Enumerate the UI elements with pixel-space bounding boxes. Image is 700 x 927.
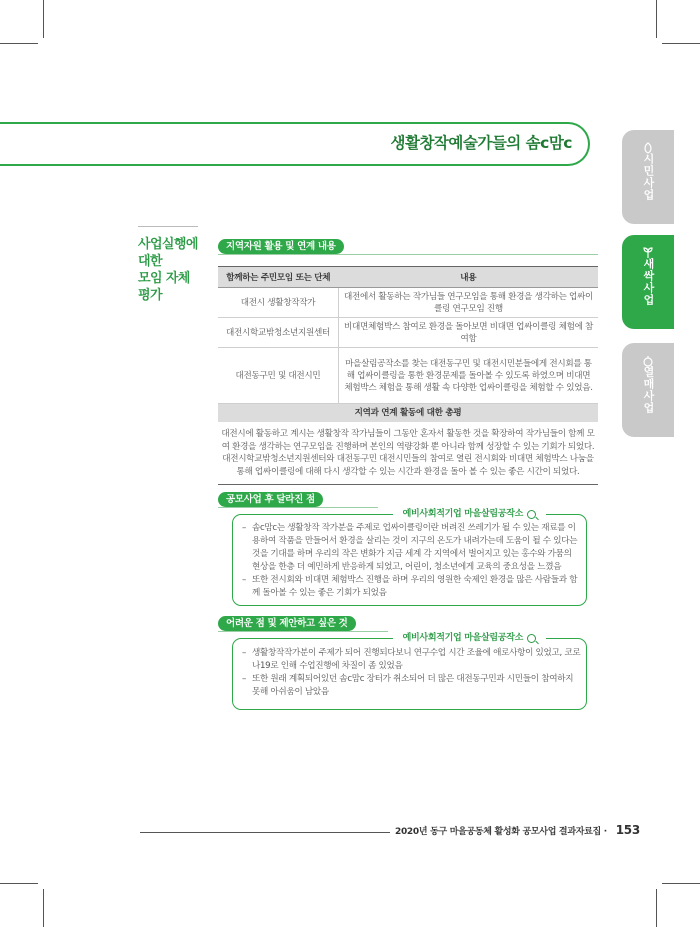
table-header: 내용 [339, 267, 599, 288]
table-cell: 대전시 생활창작작가 [218, 288, 339, 318]
org-tag-label: 예비사회적기업 마을살림공작소 [402, 633, 523, 643]
list-item-text: 또한 전시회와 비대면 체험박스 진행을 하며 우리의 영원한 숙제인 환경을 많은 사람들과 함께 돌아볼 수 있는 좋은 기회가 되었음 [252, 575, 578, 598]
summary-header: 지역과 연계 활동에 대한 총평 [218, 404, 598, 423]
table-cell: 비대면체험박스 참여로 환경을 돌아보면 비대면 업싸이클링 체험에 참여함 [339, 318, 599, 348]
list-item: – 또한 원래 계획되어있던 솜c맘c 장터가 취소되어 더 많은 대전동구민과 시민들이 참여하지 못해 아쉬움이 남았음 [242, 673, 582, 699]
side-tab-fruit[interactable] [622, 343, 674, 437]
table-row [218, 318, 598, 348]
table-header: 함께하는 주민모임 또는 단체 [218, 267, 339, 288]
heading-rule [138, 226, 198, 227]
table-row [218, 288, 598, 318]
resource-table [218, 266, 598, 485]
summary-header-row [218, 404, 598, 423]
table-cell: 대전에서 활동하는 작가님들 연구모임을 통해 환경을 생각하는 업싸이클링 연구모임 진행 [339, 288, 599, 318]
table-cell: 대전동구민 및 대전시민 [218, 348, 339, 404]
summary-text: 대전시에 활동하고 계시는 생활창작 작가님들이 그동안 혼자서 활동한 것을 확장하여 작가님들이 함께 모여 환경을 생각하는 연구모임을 진행하며 본인의 역량강화 뿐 아니라 함께 성장할 수 있는 기회가 되었다. 대전시학교밖청소년지원센터와 대전동구민 대전시민들의 참여로 열린 전시회와 비대면 체험박스 나눔을 통해 업싸이클링에 대해 다시 생각할 수 있는 시간과 환경을 돌아 볼 수 있는 좋은 시간이 되었다. [218, 422, 598, 485]
page-title: 생활창작예술가들의 솜c맘c [390, 134, 572, 152]
table-row [218, 348, 598, 404]
pill-underline [218, 507, 378, 508]
table-cell: 대전시학교밖청소년지원센터 [218, 318, 339, 348]
crop-mark [0, 43, 38, 44]
crop-mark [656, 0, 657, 38]
page-number: 153 [615, 823, 640, 837]
crop-mark [662, 43, 700, 44]
search-icon [527, 510, 536, 519]
side-tab-sprout[interactable] [622, 235, 674, 329]
list-item-text: 솜c맘c는 생활창작 작가분을 주제로 업싸이클링이란 버려진 쓰레기가 될 수 있는 재료를 이용하여 작품을 만들어서 환경을 살리는 것이 지구의 온도가 내려가는데 도움이 될 수 있다는 것을 기대를 하며 우리의 작은 변화가 지금 세계 각 지역에서 벌어지고 있는 홍수와 가뭄의 현상을 한층 더 예민하게 반응하게 되었고, 어린이, 청소년에게 교육의 중요성을 느꼈음 [252, 523, 578, 572]
table-cell: 마을살림공작소를 찾는 대전동구민 및 대전시민분들에게 전시회를 통해 업싸이클링을 통한 환경문제를 돌아볼 수 있도록 하였으며 비대면체험박스 체험을 통해 생활 속 다양한 업싸이클링을 체험할 수 있었음. [339, 348, 599, 404]
side-tab-citizen[interactable] [622, 130, 674, 224]
list-item-text: 또한 원래 계획되어있던 솜c맘c 장터가 취소되어 더 많은 대전동구민과 시민들이 참여하지 못해 아쉬움이 남았음 [252, 674, 574, 697]
pill-underline [218, 631, 388, 632]
leaf-icon [643, 142, 653, 154]
section-pill: 지역자원 활용 및 연계 내용 [218, 239, 344, 254]
crop-mark [656, 889, 657, 927]
section-heading: 사업실행에 대한 모임 자체 평가 [138, 237, 198, 303]
list-item: – 생활창작작가분이 주제가 되어 진행되다보니 연구수업 시간 조율에 애로사항이 있었고, 코로나19로 인해 수업진행에 차질이 좀 있었음 [242, 648, 581, 671]
footer-rule [140, 832, 390, 833]
list-item: – 솜c맘c는 생활창작 작가분을 주제로 업싸이클링이란 버려진 쓰레기가 될 수 있는 재료를 이용하여 작품을 만들어서 환경을 살리는 것이 지구의 온도가 내려가는데 도움이 될 수 있다는 것을 기대를 하며 우리의 작은 변화가 지금 세계 각 지역에서 벌어지고 있는 홍수와 가뭄의 현상을 한층 더 예민하게 반응하게 되었고, 어린이, 청소년에게 교육의 중요성을 느꼈음 [242, 522, 582, 574]
org-tag [393, 631, 546, 645]
list-item: – 또한 전시회와 비대면 체험박스 진행을 하며 우리의 영원한 숙제인 환경을 많은 사람들과 함께 돌아볼 수 있는 좋은 기회가 되었음 [242, 574, 582, 600]
section-pill: 어려운 점 및 제안하고 싶은 것 [218, 616, 356, 631]
fruit-icon [643, 355, 653, 367]
side-tab-label: 새싹사업 [642, 258, 655, 306]
sprout-icon [643, 247, 653, 259]
pill-underline [218, 254, 598, 255]
org-tag [393, 507, 546, 521]
crop-mark [43, 0, 44, 38]
list-item-text: 생활창작작가분이 주제가 되어 진행되다보니 연구수업 시간 조율에 애로사항이 있었고, 코로나19로 인해 수업진행에 차질이 좀 있었음 [252, 648, 581, 671]
crop-mark [0, 883, 38, 884]
footer-separator: · [603, 827, 607, 837]
footer-title: 2020년 동구 마을공동체 활성화 공모사업 결과자료집 [395, 827, 601, 837]
summary-row [218, 422, 598, 485]
table-header-row [218, 267, 598, 288]
footer [395, 823, 640, 837]
crop-mark [43, 889, 44, 927]
search-icon [527, 634, 536, 643]
section-pill: 공모사업 후 달라진 점 [218, 492, 323, 507]
side-tab-label: 시민사업 [642, 153, 655, 201]
crop-mark [662, 883, 700, 884]
side-tab-label: 열매사업 [642, 366, 655, 414]
org-tag-label: 예비사회적기업 마을살림공작소 [402, 509, 523, 519]
